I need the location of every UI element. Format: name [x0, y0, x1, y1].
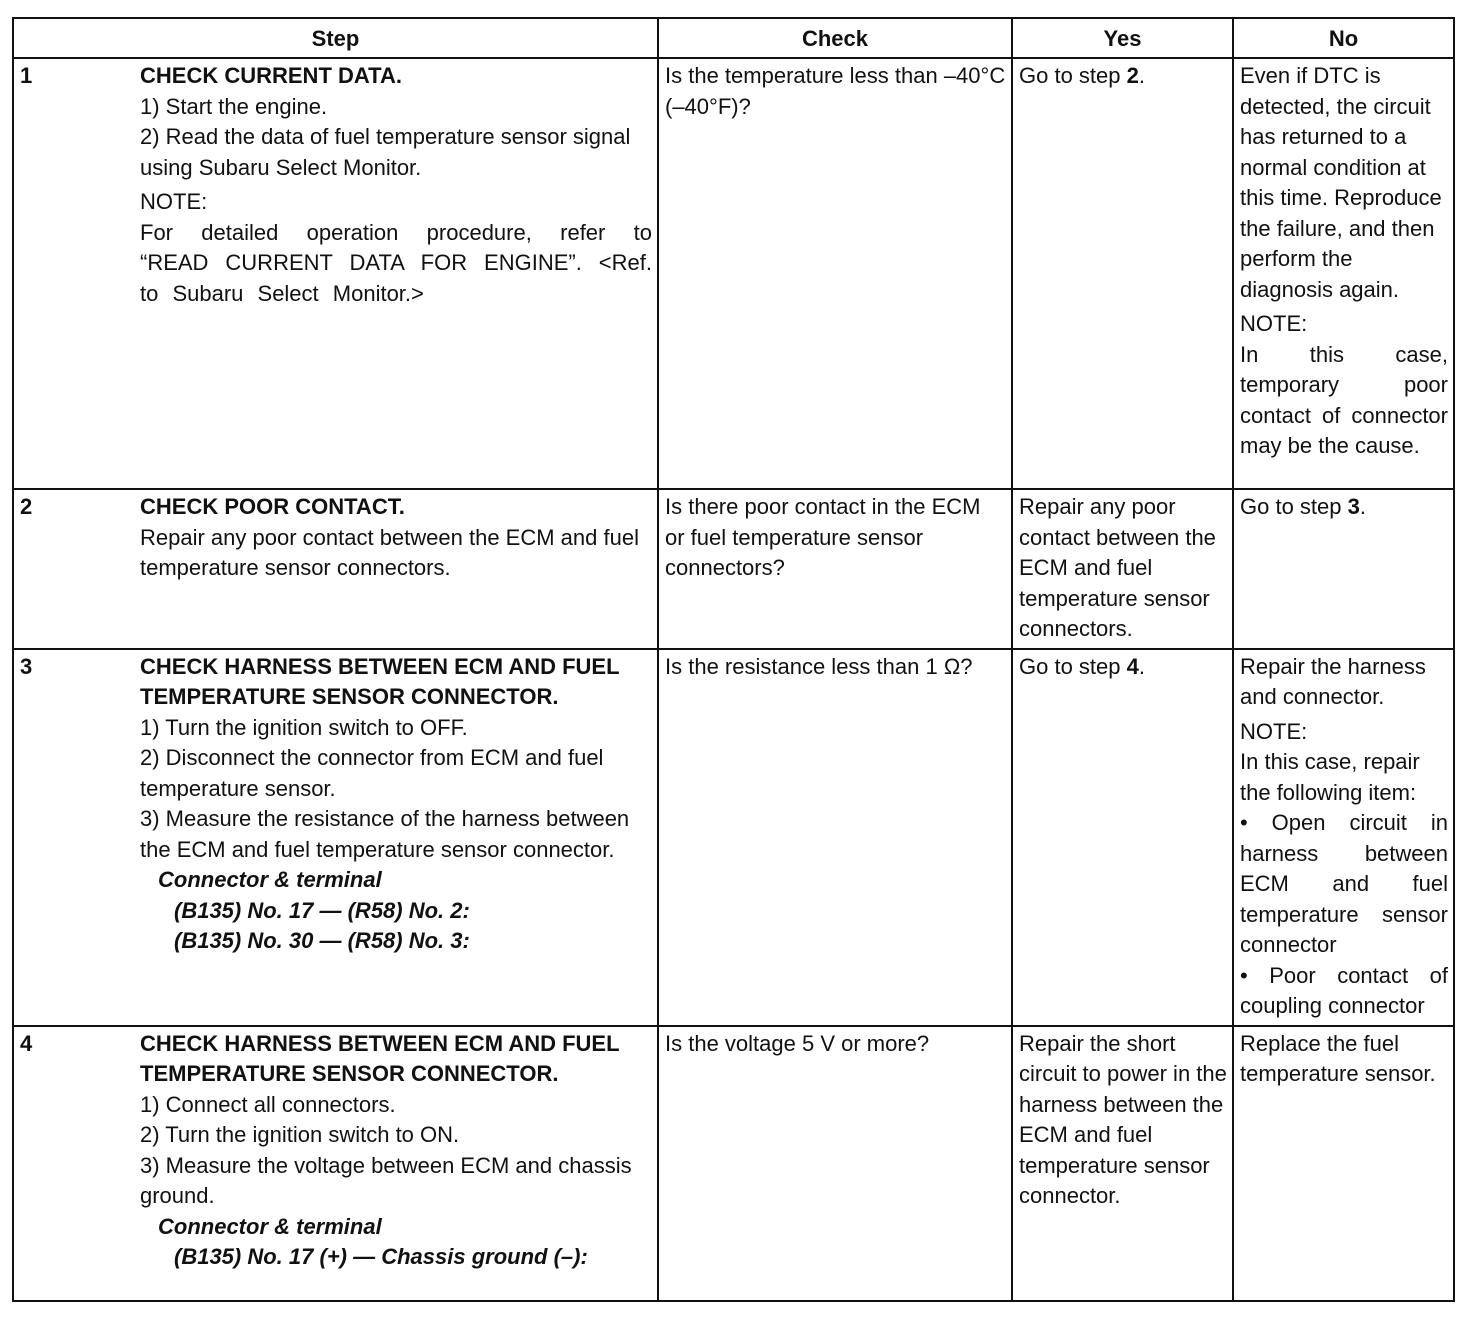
note-heading: NOTE:: [1240, 718, 1308, 744]
step-cell: [134, 649, 658, 1026]
no-text: Repair the harness and connector.: [1240, 653, 1426, 709]
step-cell: [134, 489, 658, 649]
check-cell: Is the voltage 5 V or more?: [658, 1026, 1012, 1301]
step-instruction: 2) Disconnect the connector from ECM and fuel temperature sensor.: [140, 745, 604, 801]
step-reference: 3: [1347, 494, 1360, 519]
header-row: [13, 18, 1454, 58]
connector-terminal: (B135) No. 17 — (R58) No. 2:: [174, 897, 470, 923]
note-heading: NOTE:: [1240, 311, 1308, 336]
step-number: 4: [13, 1026, 134, 1301]
step-instruction: 2) Turn the ignition switch to ON.: [140, 1122, 460, 1147]
table-row: [13, 58, 1454, 489]
header-check: Check: [658, 18, 1012, 58]
step-cell: [134, 1026, 658, 1301]
no-cell: [1233, 649, 1454, 1026]
step-instruction: Repair any poor contact between the ECM and fuel temperature sensor connectors.: [140, 524, 639, 580]
step-title: CHECK HARNESS BETWEEN ECM AND FUEL TEMPERATURE SENSOR CONNECTOR.: [140, 653, 620, 709]
note-text: to Subaru Select Monitor.>: [140, 280, 424, 306]
note-bullet: • Poor contact of coupling connector: [1240, 962, 1448, 1018]
yes-cell: Repair any poor contact between the ECM and fuel temperature sensor connectors.: [1012, 489, 1233, 649]
no-text: Even if DTC is detected, the circuit has returned to a normal condition at this time. Reproduce the failure, and then perform the diagnosis again.: [1240, 63, 1442, 302]
step-instruction: 3) Measure the resistance of the harness between the ECM and fuel temperature sensor connector.: [140, 806, 630, 862]
step-reference: 4: [1126, 653, 1139, 679]
note-text: “READ CURRENT DATA FOR ENGINE”. <Ref.: [140, 250, 652, 275]
check-cell: Is the temperature less than –40°C (–40°F)?: [658, 58, 1012, 489]
connector-terminal: (B135) No. 30 — (R58) No. 3:: [174, 928, 470, 953]
table-row: [13, 489, 1454, 649]
note-text: In this case, temporary poor contact of connector may be the cause.: [1240, 341, 1448, 458]
note-text: In this case, repair the following item:: [1240, 749, 1420, 805]
check-cell: Is the resistance less than 1 Ω?: [658, 649, 1012, 1026]
no-cell: Go to step 3.: [1233, 489, 1454, 649]
step-title: CHECK CURRENT DATA.: [140, 63, 402, 88]
note-heading: NOTE:: [140, 189, 208, 214]
step-number: 2: [13, 489, 134, 649]
header-yes: Yes: [1012, 18, 1233, 58]
step-title: CHECK HARNESS BETWEEN ECM AND FUEL TEMPERATURE SENSOR CONNECTOR.: [140, 1030, 620, 1086]
step-cell: [134, 58, 658, 489]
step-reference: 2: [1126, 63, 1139, 88]
header-step: Step: [13, 18, 658, 58]
yes-cell: Repair the short circuit to power in the harness between the ECM and fuel temperature sensor connector.: [1012, 1026, 1233, 1301]
step-instruction: 2) Read the data of fuel temperature sensor signal using Subaru Select Monitor.: [140, 124, 631, 180]
step-instruction: 3) Measure the voltage between ECM and chassis ground.: [140, 1152, 632, 1208]
connector-heading: Connector & terminal: [158, 867, 382, 892]
step-instruction: 1) Connect all connectors.: [140, 1091, 396, 1117]
step-instruction: 1) Start the engine.: [140, 93, 328, 119]
header-no: No: [1233, 18, 1454, 58]
no-cell: [1233, 58, 1454, 489]
step-number: 1: [13, 58, 134, 489]
table-row: [13, 649, 1454, 1026]
no-cell: Replace the fuel temperature sensor.: [1233, 1026, 1454, 1301]
note-bullet: • Open circuit in harness between ECM and fuel temperature sensor connector: [1240, 810, 1448, 957]
connector-heading: Connector & terminal: [158, 1213, 382, 1239]
step-instruction: 1) Turn the ignition switch to OFF.: [140, 714, 468, 740]
note-text: For detailed operation procedure, refer to: [140, 219, 652, 245]
yes-cell: Go to step 2.: [1012, 58, 1233, 489]
step-number: 3: [13, 649, 134, 1026]
check-cell: Is there poor contact in the ECM or fuel temperature sensor connectors?: [658, 489, 1012, 649]
table-row: [13, 1026, 1454, 1301]
yes-cell: Go to step 4.: [1012, 649, 1233, 1026]
connector-terminal: (B135) No. 17 (+) — Chassis ground (–):: [174, 1244, 588, 1269]
diagnosis-table: [12, 17, 1455, 1302]
step-title: CHECK POOR CONTACT.: [140, 494, 405, 519]
